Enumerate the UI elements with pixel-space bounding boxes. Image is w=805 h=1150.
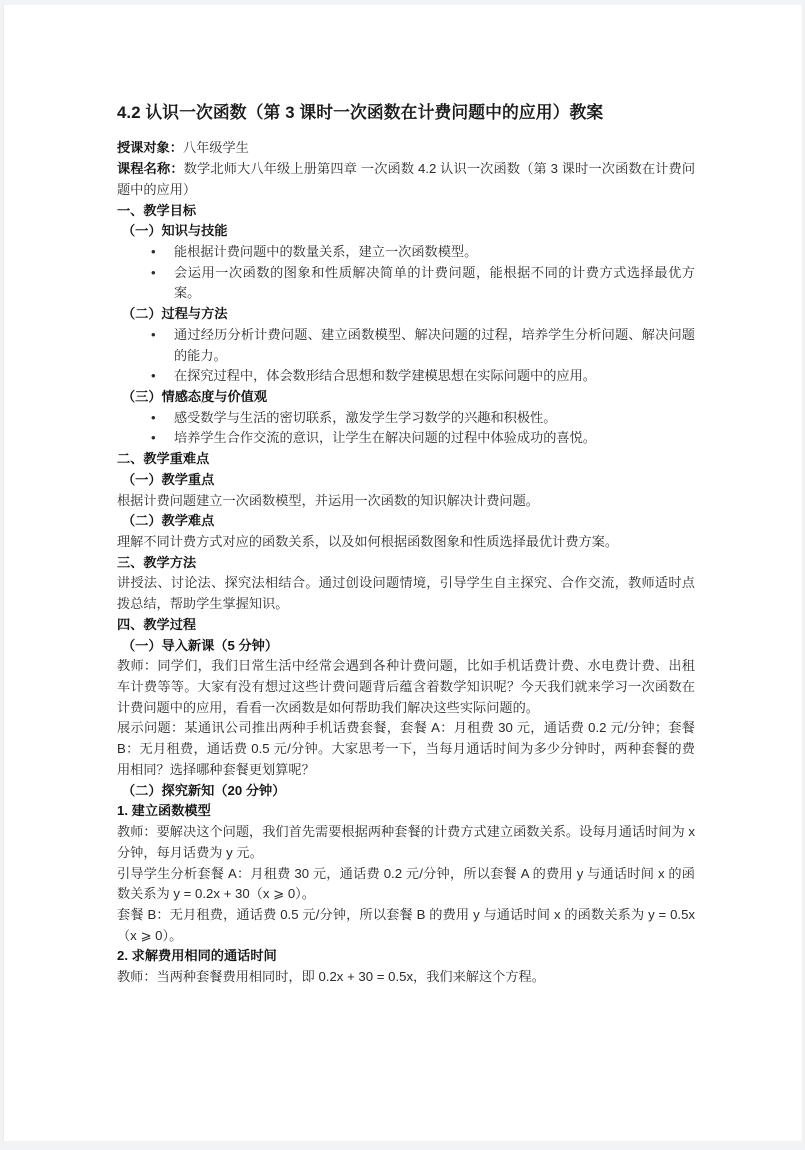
paragraph-4-2-2-1: 教师：当两种套餐费用相同时，即 0.2x + 30 = 0.5x，我们来解这个方程。 — [117, 969, 545, 985]
list-item — [117, 428, 695, 449]
bullet-dot-icon: • — [151, 326, 156, 342]
step-heading-4-2-1: 1. 建立函数模型 — [117, 803, 211, 819]
paragraph-3-1: 讲授法、讨论法、探究法相结合。通过创设问题情境，引导学生自主探究、合作交流，教师适时点拨总结，帮助学生掌握知识。 — [117, 575, 695, 612]
step-heading-4-2-2: 2. 求解费用相同的通话时间 — [117, 948, 277, 964]
paragraph-4-2-1-2: 引导学生分析套餐 A：月租费 30 元，通话费 0.2 元/分钟，所以套餐 A 的费用 y 与通话时间 x 的函数关系为 y = 0.2x + 30（x ⩾ 0）。 — [117, 865, 695, 902]
bullet-dot-icon: • — [151, 368, 156, 384]
bullet-list-1-2 — [117, 325, 695, 387]
page-title: 4.2 认识一次函数（第 3 课时一次函数在计费问题中的应用）教案 — [117, 103, 604, 122]
list-item-text: 能根据计费问题中的数量关系，建立一次函数模型。 — [174, 243, 478, 259]
document-page — [3, 5, 802, 1141]
viewport-bottom-band — [0, 1141, 805, 1150]
meta-course-value: 数学北师大八年级上册第四章 一次函数 4.2 认识一次函数（第 3 课时一次函数在计费问题中的应用） — [117, 161, 696, 197]
subsection-heading-4-2: （二）探究新知（20 分钟） — [122, 782, 286, 798]
section-heading-3: 三、教学方法 — [117, 554, 197, 570]
list-item — [117, 325, 695, 366]
list-item-text: 会运用一次函数的图象和性质解决简单的计费问题，能根据不同的计费方式选择最优方案。 — [174, 264, 695, 301]
list-item-text: 感受数学与生活的密切联系，激发学生学习数学的兴趣和积极性。 — [174, 409, 557, 425]
section-heading-2: 二、教学重难点 — [117, 451, 210, 467]
meta-course-label: 课程名称： — [117, 161, 184, 177]
paragraph-2-1-1: 根据计费问题建立一次函数模型，并运用一次函数的知识解决计费问题。 — [117, 492, 539, 508]
bullet-dot-icon: • — [151, 243, 156, 259]
paragraph-4-1-2: 展示问题：某通讯公司推出两种手机话费套餐，套餐 A：月租费 30 元，通话费 0.2 元/分钟；套餐 B：无月租费，通话费 0.5 元/分钟。大家思考一下，当每月通话时间为多少分钟时，两种套餐的费用相同？选择哪种套餐更划算呢？ — [117, 720, 695, 777]
list-item — [117, 366, 695, 387]
bullet-list-1-1 — [117, 242, 695, 304]
document-content — [117, 101, 695, 988]
list-item-text: 培养学生合作交流的意识，让学生在解决问题的过程中体验成功的喜悦。 — [174, 430, 596, 446]
meta-course — [117, 159, 695, 200]
list-item-text: 通过经历分析计费问题、建立函数模型、解决问题的过程，培养学生分析问题、解决问题的能力。 — [174, 326, 695, 363]
paragraph-4-1-1: 教师：同学们，我们日常生活中经常会遇到各种计费问题，比如手机话费计费、水电费计费、出租车计费等等。大家有没有想过这些计费问题背后蕴含着数学知识呢？今天我们就来学习一次函数在计费问题中的应用，看看一次函数是如何帮助我们解决这些实际问题的。 — [117, 658, 695, 715]
list-item — [117, 263, 695, 304]
bullet-dot-icon: • — [151, 264, 156, 280]
list-item — [117, 242, 695, 263]
section-heading-4: 四、教学过程 — [117, 616, 197, 632]
subsection-heading-1-3: （三）情感态度与价值观 — [122, 388, 268, 404]
subsection-heading-2-2: （二）教学难点 — [122, 513, 215, 529]
bullet-dot-icon: • — [151, 430, 156, 446]
meta-audience-label: 授课对象： — [117, 140, 183, 156]
subsection-heading-2-1: （一）教学重点 — [122, 471, 215, 487]
paragraph-2-2-1: 理解不同计费方式对应的函数关系，以及如何根据函数图象和性质选择最优计费方案。 — [117, 534, 619, 549]
subsection-heading-1-1: （一）知识与技能 — [122, 223, 228, 239]
bullet-list-1-3 — [117, 408, 695, 449]
list-item-text: 在探究过程中，体会数形结合思想和数学建模思想在实际问题中的应用。 — [174, 368, 596, 384]
list-item — [117, 408, 695, 429]
section-heading-1: 一、教学目标 — [117, 202, 197, 218]
meta-audience — [117, 138, 695, 159]
paragraph-4-2-1-3: 套餐 B：无月租费，通话费 0.5 元/分钟，所以套餐 B 的费用 y 与通话时间 x 的函数关系为 y = 0.5x（x ⩾ 0）。 — [117, 906, 695, 943]
meta-audience-value: 八年级学生 — [182, 140, 249, 156]
bullet-dot-icon: • — [151, 409, 156, 425]
subsection-heading-4-1: （一）导入新课（5 分钟） — [122, 637, 279, 653]
paragraph-4-2-1-1: 教师：要解决这个问题，我们首先需要根据两种套餐的计费方式建立函数关系。设每月通话时间为 x 分钟，每月话费为 y 元。 — [117, 824, 695, 860]
subsection-heading-1-2: （二）过程与方法 — [122, 306, 228, 322]
